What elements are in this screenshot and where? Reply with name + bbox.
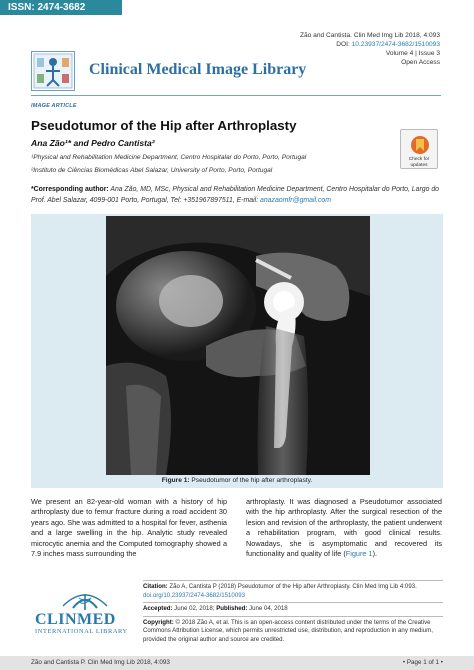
caption-label: Figure 1: <box>161 477 190 484</box>
citation-label: Citation: <box>143 583 168 590</box>
open-access-label: Open Access <box>401 59 440 66</box>
figure-caption <box>31 477 443 484</box>
publisher-subtitle: INTERNATIONAL LIBRARY <box>35 628 128 635</box>
xray-image <box>106 216 370 475</box>
affiliation-1: ¹Physical and Rehabilitation Medicine Department, Centro Hospitalar do Porto, Porto, Portugal <box>31 154 307 161</box>
author-list: Ana Zão¹* and Pedro Cantista² <box>31 138 155 148</box>
check-for-updates-button[interactable] <box>400 129 438 169</box>
copyright-row <box>143 619 443 645</box>
footer-divider-2 <box>143 602 443 603</box>
body-text-left: We present an 82-year-old woman with a history of hip arthroplasty due to femur fracture during a road accident 30 years ago. She was admitted to a hospital for fever, asthenia and a large swelling in the hip. Analytic study revealed microcytic anemia and the Computed tomography showed a 7.9 inches mass surrounding the <box>31 497 227 559</box>
doi-prefix: DOI: <box>336 41 352 48</box>
published-label: Published: <box>216 605 248 613</box>
volume-issue: Volume 4 | Issue 3 <box>385 50 440 57</box>
check-updates-label: Check for updates <box>408 157 430 168</box>
dates-row <box>143 605 443 614</box>
published-date: June 04, 2018 <box>247 605 288 613</box>
citation-line: Zão and Cantista. Clin Med Img Lib 2018, 4:093 <box>299 32 440 39</box>
footer-citation: Zão and Cantista P. Clin Med Img Lib 2018, 4:093 <box>31 659 170 666</box>
affiliation-2: ²Instituto de Ciências Biomédicas Abel Salazar, University of Porto, Porto, Portugal <box>31 167 273 174</box>
corresponding-text: Ana Zão, MD, MSc, Physical and Rehabilitation Medicine Department, Centro Hospitalar do Porto, Largo do Prof. Abel Salazar, 4099-001 Porto, Portugal, Tel: +351967897511, E-mail: <box>31 186 439 204</box>
figure-link[interactable]: Figure 1 <box>345 549 373 559</box>
corresponding-label: *Corresponding author: <box>31 186 109 193</box>
body-text-right <box>246 497 442 559</box>
doi-link[interactable]: 10.23937/2474-3682/1510093 <box>351 41 440 48</box>
bookmark-check-icon <box>410 135 430 155</box>
body-text-right-b: ). <box>372 549 378 559</box>
citation-doi-link[interactable]: doi.org/10.23937/2474-3682/1510093 <box>143 591 245 599</box>
citation-row <box>143 583 443 600</box>
citation-text: Zão A, Cantista P (2018) Pseudotumor of the Hip after Arthroplasty. Clin Med Img Lib 4:093. <box>167 583 417 590</box>
copyright-text: © 2018 Zão A, et al. This is an open-access content distributed under the terms of the Creative Commons Attribution License, which permits unrestricted use, distribution, and reproduction in any medium, provided the original author and source are credited. <box>143 618 433 643</box>
citation-block <box>143 583 443 645</box>
article-type: IMAGE ARTICLE <box>31 103 77 109</box>
journal-name[interactable]: Clinical Medical Image Library <box>89 61 307 78</box>
header-citation <box>300 31 440 67</box>
header-divider <box>31 95 441 96</box>
body-text-right-a: arthroplasty. It was diagnosed a Pseudotumor associated with the hip arthroplasty. After the surgical resection of the lesion and revision of the arthroplasty, the patient underwent a rehabilitation program, with good clinical results. Nowadays, she is asymptomatic and recovered its functionality and quality of life ( <box>246 497 442 559</box>
corresponding-author <box>31 185 443 206</box>
footer-divider-3 <box>143 616 443 617</box>
page-footer-bar <box>0 656 474 670</box>
doi-line <box>300 40 440 49</box>
copyright-label: Copyright: <box>143 618 174 626</box>
accepted-date: June 02, 2018; <box>172 605 217 613</box>
journal-logo-icon <box>31 51 75 91</box>
issn-badge: ISSN: 2474-3682 <box>0 0 122 15</box>
caption-text: Pseudotumor of the hip after arthroplasty. <box>189 477 313 484</box>
article-title: Pseudotumor of the Hip after Arthroplasty <box>31 118 297 133</box>
page-number: • Page 1 of 1 • <box>402 659 443 666</box>
publisher-name: CLINMED <box>35 611 116 628</box>
accepted-label: Accepted: <box>143 605 173 613</box>
footer-divider <box>143 580 443 581</box>
author-email-link[interactable]: anazaomfr@gmail.com <box>260 196 331 204</box>
